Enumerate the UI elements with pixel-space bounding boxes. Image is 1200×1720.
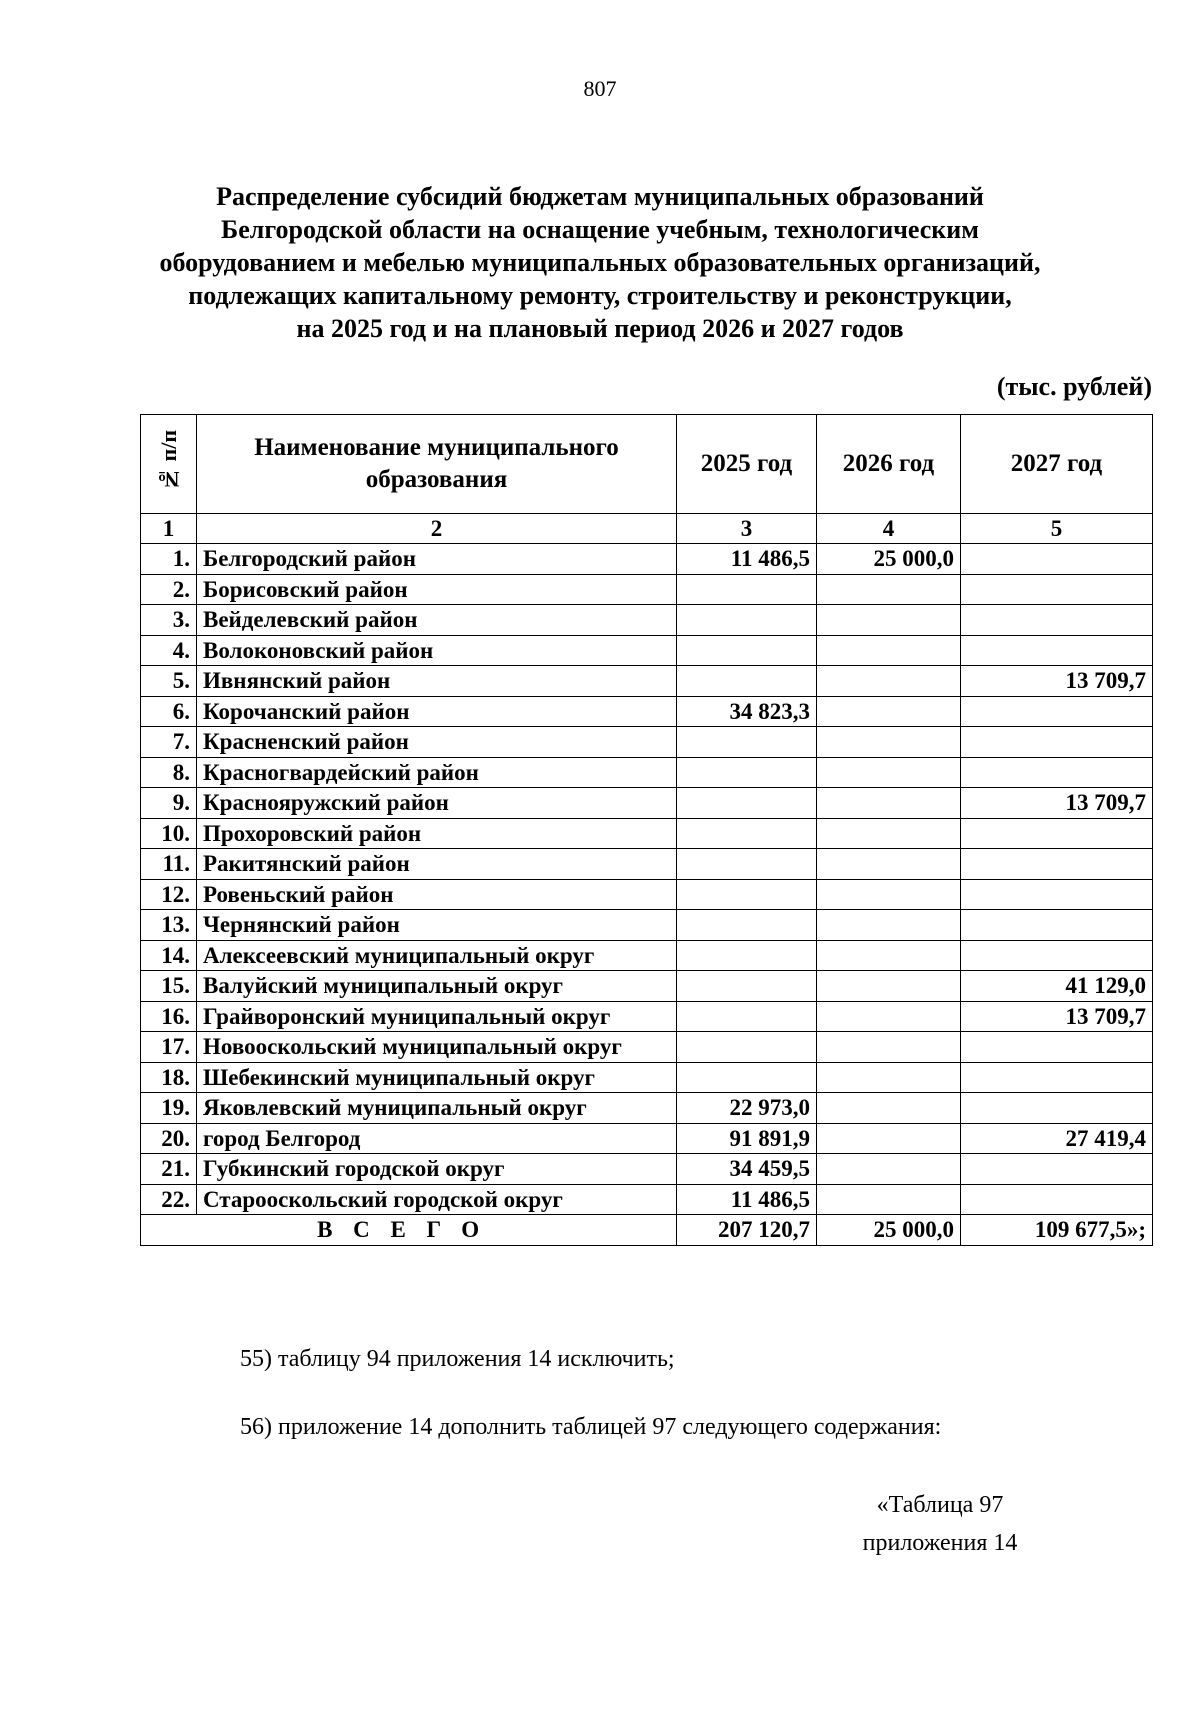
column-number: 4 xyxy=(817,514,961,544)
row-value-2026 xyxy=(817,849,961,880)
row-value-2027: 13 709,7 xyxy=(961,788,1153,819)
row-number: 18. xyxy=(141,1062,197,1093)
total-2027: 109 677,5»; xyxy=(961,1215,1153,1246)
total-2026: 25 000,0 xyxy=(817,1215,961,1246)
row-value-2026 xyxy=(817,1123,961,1154)
row-value-2026 xyxy=(817,1001,961,1032)
title-line: Распределение субсидий бюджетам муниципальных образований xyxy=(216,182,984,211)
paragraph-55: 55) таблицу 94 приложения 14 исключить; xyxy=(240,1346,675,1372)
row-value-2026 xyxy=(817,696,961,727)
row-name: Грайворонский муниципальный округ xyxy=(197,1001,677,1032)
column-number: 2 xyxy=(197,514,677,544)
total-row xyxy=(141,1215,1153,1246)
title-line: подлежащих капитальному ремонту, строительству и реконструкции, xyxy=(188,281,1012,310)
row-number: 16. xyxy=(141,1001,197,1032)
row-value-2027: 13 709,7 xyxy=(961,1001,1153,1032)
row-value-2026 xyxy=(817,1093,961,1124)
row-number: 10. xyxy=(141,818,197,849)
subsidy-table xyxy=(140,414,1153,1246)
table-row xyxy=(141,910,1153,941)
table-row xyxy=(141,879,1153,910)
row-value-2026 xyxy=(817,1154,961,1185)
row-name: Чернянский район xyxy=(197,910,677,941)
row-value-2025: 34 823,3 xyxy=(677,696,817,727)
row-value-2027 xyxy=(961,1032,1153,1063)
row-value-2026 xyxy=(817,757,961,788)
row-value-2026 xyxy=(817,1062,961,1093)
row-value-2027 xyxy=(961,605,1153,636)
row-value-2027 xyxy=(961,635,1153,666)
row-number: 5. xyxy=(141,666,197,697)
row-value-2027 xyxy=(961,818,1153,849)
row-name: Губкинский городской округ xyxy=(197,1154,677,1185)
row-number: 14. xyxy=(141,940,197,971)
row-value-2027 xyxy=(961,1093,1153,1124)
row-value-2025 xyxy=(677,666,817,697)
row-value-2025 xyxy=(677,879,817,910)
row-value-2027 xyxy=(961,696,1153,727)
row-value-2025: 91 891,9 xyxy=(677,1123,817,1154)
table-row xyxy=(141,696,1153,727)
row-value-2027 xyxy=(961,544,1153,575)
row-value-2025: 11 486,5 xyxy=(677,544,817,575)
row-value-2027 xyxy=(961,757,1153,788)
annex-caption xyxy=(830,1486,1050,1562)
row-value-2026 xyxy=(817,818,961,849)
row-value-2027 xyxy=(961,910,1153,941)
table-row xyxy=(141,727,1153,758)
table-row xyxy=(141,1154,1153,1185)
table-row xyxy=(141,971,1153,1002)
row-value-2026 xyxy=(817,574,961,605)
row-value-2026: 25 000,0 xyxy=(817,544,961,575)
row-number: 13. xyxy=(141,910,197,941)
table-header-row xyxy=(141,415,1153,514)
row-number: 19. xyxy=(141,1093,197,1124)
row-name: Прохоровский район xyxy=(197,818,677,849)
row-number: 11. xyxy=(141,849,197,880)
row-value-2026 xyxy=(817,940,961,971)
row-name: Шебекинский муниципальный округ xyxy=(197,1062,677,1093)
title-line: на 2025 год и на плановый период 2026 и 2027 годов xyxy=(296,314,904,343)
header-number-text: № п/п xyxy=(155,429,181,492)
row-name: Валуйский муниципальный округ xyxy=(197,971,677,1002)
row-name: Ровеньский район xyxy=(197,879,677,910)
column-number: 5 xyxy=(961,514,1153,544)
total-2025: 207 120,7 xyxy=(677,1215,817,1246)
row-name: Ракитянский район xyxy=(197,849,677,880)
row-number: 21. xyxy=(141,1154,197,1185)
row-name: город Белгород xyxy=(197,1123,677,1154)
row-value-2027: 41 129,0 xyxy=(961,971,1153,1002)
title-line: оборудованием и мебелью муниципальных образовательных организаций, xyxy=(159,248,1041,277)
row-value-2025 xyxy=(677,849,817,880)
row-number: 3. xyxy=(141,605,197,636)
header-number xyxy=(141,415,197,514)
row-value-2027 xyxy=(961,940,1153,971)
row-value-2026 xyxy=(817,971,961,1002)
row-name: Новооскольский муниципальный округ xyxy=(197,1032,677,1063)
row-name: Корочанский район xyxy=(197,696,677,727)
row-value-2025 xyxy=(677,1062,817,1093)
row-number: 15. xyxy=(141,971,197,1002)
table-row xyxy=(141,849,1153,880)
row-value-2027 xyxy=(961,1154,1153,1185)
row-value-2027 xyxy=(961,574,1153,605)
row-value-2025 xyxy=(677,574,817,605)
row-name: Старооскольский городской округ xyxy=(197,1184,677,1215)
row-value-2027 xyxy=(961,727,1153,758)
document-title xyxy=(100,180,1100,345)
row-number: 9. xyxy=(141,788,197,819)
row-value-2026 xyxy=(817,635,961,666)
annex-caption-line: «Таблица 97 xyxy=(876,1492,1004,1518)
row-value-2027: 13 709,7 xyxy=(961,666,1153,697)
header-name: Наименование муниципального образования xyxy=(197,415,677,514)
table-row xyxy=(141,1093,1153,1124)
table-row xyxy=(141,1123,1153,1154)
row-name: Краснояружский район xyxy=(197,788,677,819)
row-name: Яковлевский муниципальный округ xyxy=(197,1093,677,1124)
row-value-2025 xyxy=(677,818,817,849)
row-value-2025 xyxy=(677,757,817,788)
row-value-2025 xyxy=(677,1032,817,1063)
row-number: 22. xyxy=(141,1184,197,1215)
row-number: 12. xyxy=(141,879,197,910)
row-value-2026 xyxy=(817,666,961,697)
table-row xyxy=(141,605,1153,636)
row-number: 1. xyxy=(141,544,197,575)
header-2025: 2025 год xyxy=(677,415,817,514)
column-number-row xyxy=(141,514,1153,544)
page-number: 807 xyxy=(583,76,617,101)
table-row xyxy=(141,818,1153,849)
row-value-2027: 27 419,4 xyxy=(961,1123,1153,1154)
row-number: 2. xyxy=(141,574,197,605)
table-row xyxy=(141,940,1153,971)
table-row xyxy=(141,757,1153,788)
row-name: Белгородский район xyxy=(197,544,677,575)
table-row xyxy=(141,1184,1153,1215)
annex-caption-line: приложения 14 xyxy=(862,1530,1018,1556)
row-value-2026 xyxy=(817,1184,961,1215)
row-name: Красногвардейский район xyxy=(197,757,677,788)
header-2027: 2027 год xyxy=(961,415,1153,514)
table-row xyxy=(141,788,1153,819)
row-number: 20. xyxy=(141,1123,197,1154)
row-name: Борисовский район xyxy=(197,574,677,605)
row-number: 17. xyxy=(141,1032,197,1063)
header-2026: 2026 год xyxy=(817,415,961,514)
row-value-2025 xyxy=(677,1001,817,1032)
row-value-2025 xyxy=(677,940,817,971)
units-label: (тыс. рублей) xyxy=(996,372,1152,401)
total-label: ВСЕГО xyxy=(141,1215,677,1246)
table-row xyxy=(141,544,1153,575)
table-row xyxy=(141,1032,1153,1063)
row-value-2025 xyxy=(677,788,817,819)
row-number: 4. xyxy=(141,635,197,666)
row-value-2025 xyxy=(677,971,817,1002)
row-name: Алексеевский муниципальный округ xyxy=(197,940,677,971)
row-value-2025 xyxy=(677,605,817,636)
column-number: 1 xyxy=(141,514,197,544)
row-value-2026 xyxy=(817,727,961,758)
row-value-2025 xyxy=(677,635,817,666)
column-number: 3 xyxy=(677,514,817,544)
table-row xyxy=(141,666,1153,697)
row-value-2025: 34 459,5 xyxy=(677,1154,817,1185)
row-value-2025: 22 973,0 xyxy=(677,1093,817,1124)
row-value-2027 xyxy=(961,1184,1153,1215)
table-row xyxy=(141,1001,1153,1032)
row-name: Вейделевский район xyxy=(197,605,677,636)
table-row xyxy=(141,1062,1153,1093)
row-number: 8. xyxy=(141,757,197,788)
row-value-2026 xyxy=(817,605,961,636)
row-value-2027 xyxy=(961,1062,1153,1093)
row-value-2025 xyxy=(677,910,817,941)
row-name: Волоконовский район xyxy=(197,635,677,666)
row-name: Красненский район xyxy=(197,727,677,758)
table-row xyxy=(141,574,1153,605)
paragraph-56: 56) приложение 14 дополнить таблицей 97 следующего содержания: xyxy=(240,1414,942,1440)
row-value-2025: 11 486,5 xyxy=(677,1184,817,1215)
row-name: Ивнянский район xyxy=(197,666,677,697)
row-value-2027 xyxy=(961,879,1153,910)
table-row xyxy=(141,635,1153,666)
row-value-2026 xyxy=(817,1032,961,1063)
row-value-2026 xyxy=(817,788,961,819)
row-value-2026 xyxy=(817,879,961,910)
row-value-2025 xyxy=(677,727,817,758)
row-number: 7. xyxy=(141,727,197,758)
row-number: 6. xyxy=(141,696,197,727)
row-value-2027 xyxy=(961,849,1153,880)
title-line: Белгородской области на оснащение учебным, технологическим xyxy=(221,215,979,244)
row-value-2026 xyxy=(817,910,961,941)
